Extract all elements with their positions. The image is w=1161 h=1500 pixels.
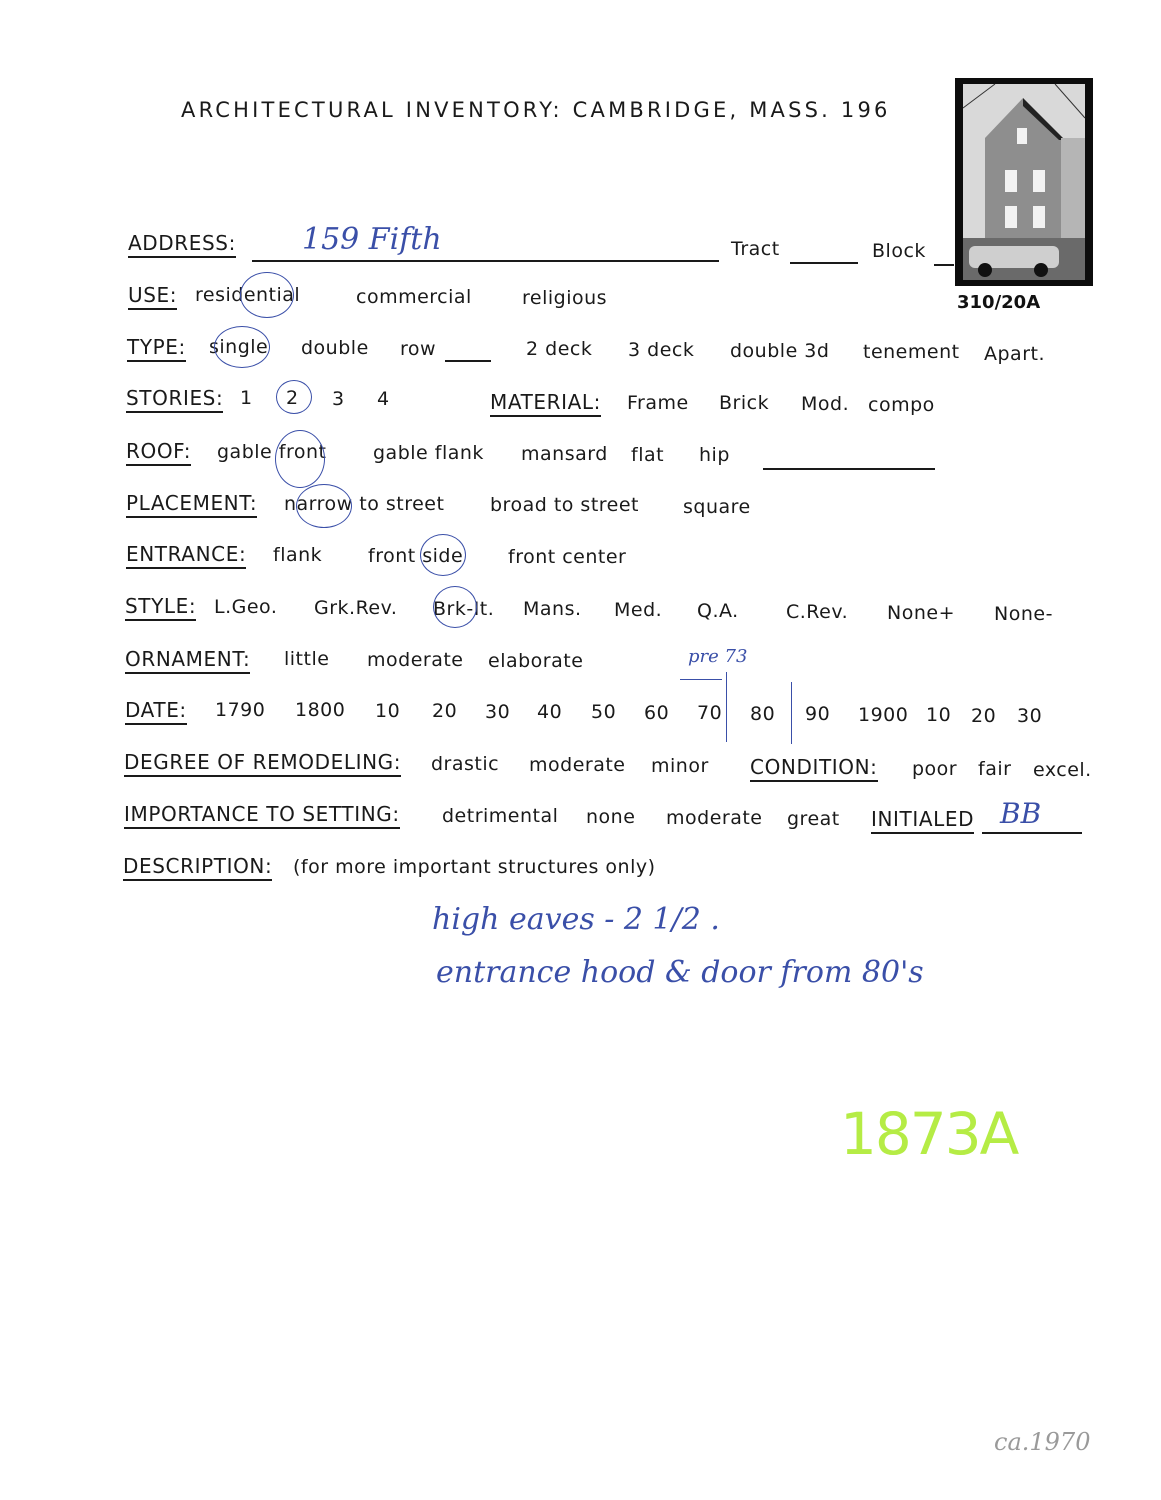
date-label: DATE:	[125, 699, 187, 725]
date-80: 80	[750, 703, 776, 725]
type-label: TYPE:	[127, 336, 186, 362]
use-label: USE:	[128, 284, 177, 310]
block-label: Block	[872, 240, 926, 262]
style-label: STYLE:	[125, 595, 196, 621]
type-row: row	[400, 338, 437, 360]
date-note: ca.1970	[994, 1428, 1091, 1456]
initialed-value: BB	[1000, 797, 1042, 830]
date-10: 10	[375, 700, 401, 722]
address-label: ADDRESS:	[128, 232, 236, 258]
placement-narrow: narrow to street	[284, 493, 445, 515]
description-note: (for more important structures only)	[293, 856, 656, 878]
material-compo: compo	[868, 394, 935, 416]
material-mod: Mod.	[801, 393, 850, 415]
date-range-mark-left	[726, 672, 727, 742]
ornament-elaborate: elaborate	[488, 650, 584, 672]
entrance-front-center: front center	[508, 546, 627, 568]
description-line-1: high eaves - 2 1/2 .	[432, 902, 720, 937]
roof-other-blank	[763, 468, 935, 470]
date-1800: 1800	[295, 699, 346, 721]
entrance-label: ENTRANCE:	[126, 543, 246, 569]
condition-fair: fair	[978, 758, 1012, 780]
catalog-number: 1873A	[840, 1100, 1018, 1168]
date-30: 30	[485, 701, 511, 723]
address-value: 159 Fifth	[302, 222, 442, 257]
date-90: 90	[805, 703, 831, 725]
type-double-3d: double 3d	[730, 340, 830, 362]
remodeling-drastic: drastic	[431, 753, 500, 775]
date-1920: 20	[971, 705, 997, 727]
material-label: MATERIAL:	[490, 391, 601, 417]
condition-excel: excel.	[1033, 759, 1092, 781]
ornament-moderate: moderate	[367, 649, 464, 671]
date-50: 50	[591, 701, 617, 723]
initialed-label: INITIALED	[871, 808, 974, 834]
importance-moderate: moderate	[666, 807, 763, 829]
type-3-deck: 3 deck	[628, 339, 695, 361]
remodeling-label: DEGREE OF REMODELING:	[124, 751, 401, 777]
use-commercial: commercial	[356, 286, 472, 308]
importance-none: none	[586, 806, 636, 828]
type-apart: Apart.	[984, 343, 1046, 365]
entrance-selection-mark	[420, 534, 466, 576]
stories-4: 4	[377, 388, 390, 410]
stories-label: STORIES:	[126, 387, 223, 413]
style-selection-mark	[433, 586, 477, 628]
date-range-mark-right	[791, 682, 792, 744]
address-underline	[252, 260, 719, 262]
remodeling-moderate: moderate	[529, 754, 626, 776]
date-20: 20	[432, 700, 458, 722]
importance-label: IMPORTANCE TO SETTING:	[124, 803, 400, 829]
roof-gable-front: gable front	[217, 441, 327, 463]
placement-square: square	[683, 496, 751, 518]
type-double: double	[301, 337, 369, 359]
stories-2: 2	[286, 387, 299, 409]
roof-gable-flank: gable flank	[373, 442, 484, 464]
style-grk-rev: Grk.Rev.	[314, 597, 398, 619]
placement-selection-mark	[296, 484, 352, 528]
type-2-deck: 2 deck	[526, 338, 593, 360]
roof-flat: flat	[631, 444, 665, 466]
ornament-label: ORNAMENT:	[125, 648, 250, 674]
date-60: 60	[644, 702, 670, 724]
entrance-flank: flank	[273, 544, 323, 566]
stories-selection-mark	[276, 380, 312, 414]
stories-3: 3	[332, 388, 345, 410]
date-1790: 1790	[215, 699, 266, 721]
condition-label: CONDITION:	[750, 756, 878, 782]
style-mans: Mans.	[523, 598, 582, 620]
style-l-geo: L.Geo.	[214, 596, 278, 618]
type-single: single	[209, 336, 269, 358]
block-underline	[934, 264, 954, 266]
placement-broad: broad to street	[490, 494, 640, 516]
style-none-minus: None-	[994, 603, 1053, 625]
tract-underline	[790, 262, 858, 264]
style-med: Med.	[614, 599, 663, 621]
importance-great: great	[787, 808, 840, 830]
type-selection-mark	[214, 326, 270, 368]
date-1900: 1900	[858, 704, 909, 726]
type-tenement: tenement	[863, 341, 960, 363]
photo-reference: 310/20A	[957, 292, 1041, 313]
entrance-front-side: front side	[368, 545, 464, 567]
building-photo	[955, 78, 1093, 286]
tract-label: Tract	[731, 238, 780, 260]
roof-mansard: mansard	[521, 443, 608, 465]
initialed-underline	[982, 832, 1082, 834]
form-title: ARCHITECTURAL INVENTORY: CAMBRIDGE, MASS. 196	[181, 98, 891, 122]
date-annotation: pre 73	[688, 646, 748, 667]
date-arrow-mark	[680, 679, 722, 680]
use-religious: religious	[522, 287, 608, 309]
use-selection-mark	[240, 272, 294, 318]
date-40: 40	[537, 701, 563, 723]
date-1910: 10	[926, 704, 952, 726]
material-brick: Brick	[719, 392, 770, 414]
importance-detrimental: detrimental	[442, 805, 559, 827]
remodeling-minor: minor	[651, 755, 709, 777]
roof-hip: hip	[699, 444, 730, 466]
ornament-little: little	[284, 648, 330, 670]
roof-label: ROOF:	[126, 440, 191, 466]
condition-poor: poor	[912, 758, 958, 780]
use-residential: residential	[195, 284, 301, 306]
style-brk-it: Brk-It.	[433, 598, 495, 620]
style-c-rev: C.Rev.	[786, 601, 849, 623]
description-line-2: entrance hood & door from 80's	[436, 955, 924, 990]
type-row-blank	[445, 360, 491, 362]
description-label: DESCRIPTION:	[123, 855, 272, 881]
stories-1: 1	[240, 387, 253, 409]
placement-label: PLACEMENT:	[126, 492, 257, 518]
style-qa: Q.A.	[697, 600, 739, 622]
style-none-plus: None+	[887, 602, 955, 624]
date-70: 70	[697, 702, 723, 724]
roof-selection-mark	[275, 430, 325, 488]
material-frame: Frame	[627, 392, 689, 414]
date-1930: 30	[1017, 705, 1043, 727]
